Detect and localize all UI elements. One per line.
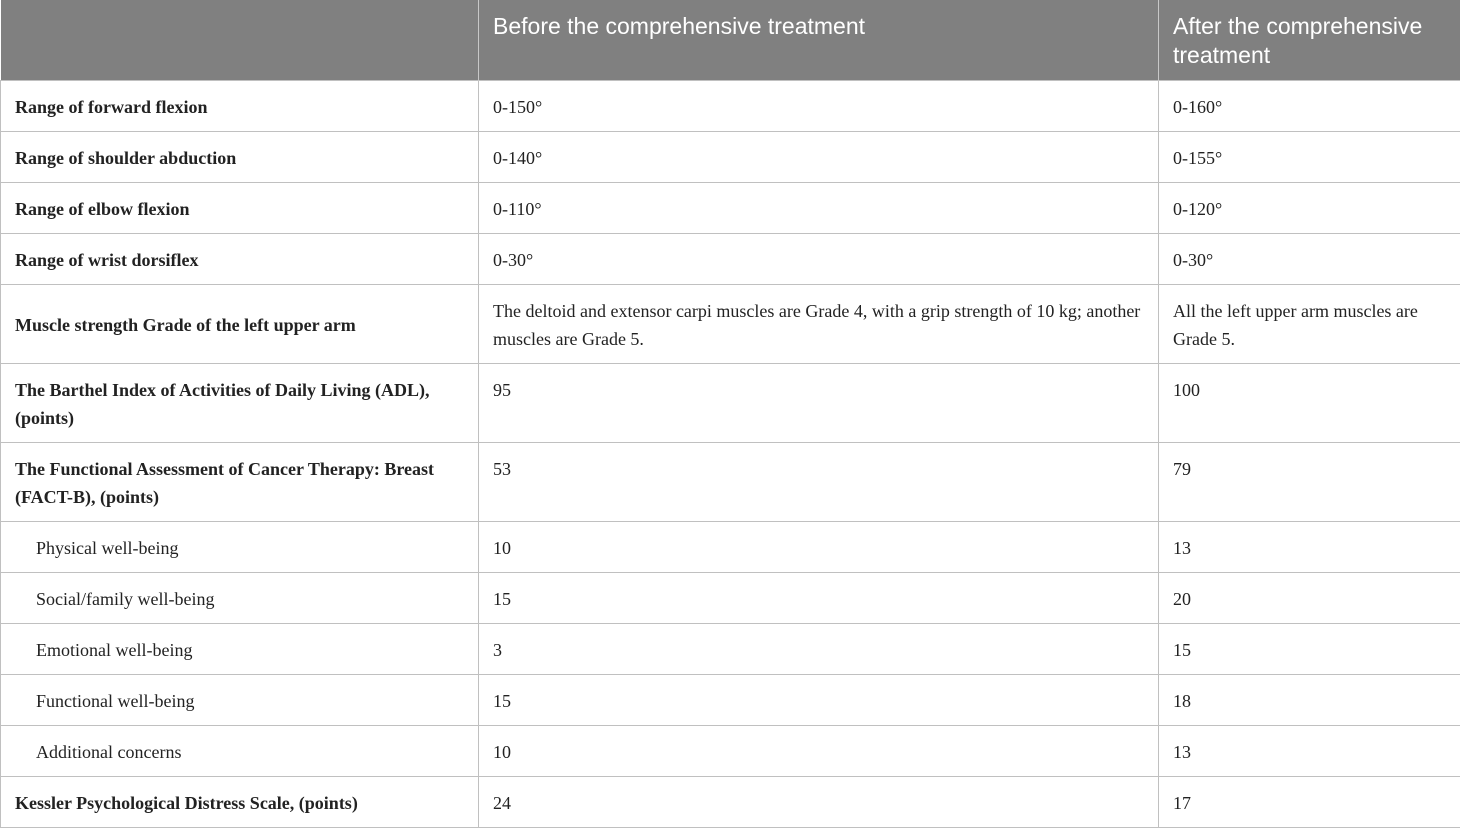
- before-value: 24: [479, 777, 1159, 828]
- before-value: 53: [479, 443, 1159, 522]
- table-row: [1, 234, 1460, 285]
- after-value: 0-160°: [1159, 81, 1460, 132]
- after-value: 100: [1159, 364, 1460, 443]
- after-value: 0-120°: [1159, 183, 1460, 234]
- row-label: Range of elbow flexion: [1, 183, 479, 234]
- before-value: 0-30°: [479, 234, 1159, 285]
- before-value: 10: [479, 522, 1159, 573]
- after-value: 13: [1159, 522, 1460, 573]
- row-label: Range of shoulder abduction: [1, 132, 479, 183]
- before-value: 3: [479, 624, 1159, 675]
- row-label: Functional well-being: [1, 675, 479, 726]
- header-before: Before the comprehensive treatment: [479, 0, 1159, 81]
- table-row: [1, 364, 1460, 443]
- after-value: 0-30°: [1159, 234, 1460, 285]
- before-value: 95: [479, 364, 1159, 443]
- table-row: [1, 624, 1460, 675]
- before-value: 15: [479, 573, 1159, 624]
- row-label: Muscle strength Grade of the left upper arm: [1, 285, 479, 364]
- row-label: Kessler Psychological Distress Scale, (points): [1, 777, 479, 828]
- row-label: Physical well-being: [1, 522, 479, 573]
- after-value: 79: [1159, 443, 1460, 522]
- table-row: [1, 132, 1460, 183]
- table-row: [1, 777, 1460, 828]
- after-value: 0-155°: [1159, 132, 1460, 183]
- table-row: [1, 675, 1460, 726]
- row-label: Social/family well-being: [1, 573, 479, 624]
- after-value: All the left upper arm muscles are Grade 5.: [1159, 285, 1460, 364]
- before-value: The deltoid and extensor carpi muscles are Grade 4, with a grip strength of 10 kg; another muscles are Grade 5.: [479, 285, 1159, 364]
- table-row: [1, 81, 1460, 132]
- after-value: 18: [1159, 675, 1460, 726]
- before-value: 0-110°: [479, 183, 1159, 234]
- table-row: [1, 573, 1460, 624]
- before-value: 0-140°: [479, 132, 1159, 183]
- table-row: [1, 183, 1460, 234]
- row-label: Range of wrist dorsiflex: [1, 234, 479, 285]
- table-row: [1, 522, 1460, 573]
- header-empty: [1, 0, 479, 81]
- row-label: The Functional Assessment of Cancer Therapy: Breast (FACT-B), (points): [1, 443, 479, 522]
- row-label: The Barthel Index of Activities of Daily Living (ADL), (points): [1, 364, 479, 443]
- before-value: 10: [479, 726, 1159, 777]
- before-value: 0-150°: [479, 81, 1159, 132]
- after-value: 15: [1159, 624, 1460, 675]
- table-row: [1, 726, 1460, 777]
- header-row: [1, 0, 1460, 81]
- row-label: Emotional well-being: [1, 624, 479, 675]
- table-row: [1, 285, 1460, 364]
- after-value: 13: [1159, 726, 1460, 777]
- table-row: [1, 443, 1460, 522]
- row-label: Additional concerns: [1, 726, 479, 777]
- after-value: 17: [1159, 777, 1460, 828]
- row-label: Range of forward flexion: [1, 81, 479, 132]
- after-value: 20: [1159, 573, 1460, 624]
- header-after: After the comprehensive treatment: [1159, 0, 1460, 81]
- before-value: 15: [479, 675, 1159, 726]
